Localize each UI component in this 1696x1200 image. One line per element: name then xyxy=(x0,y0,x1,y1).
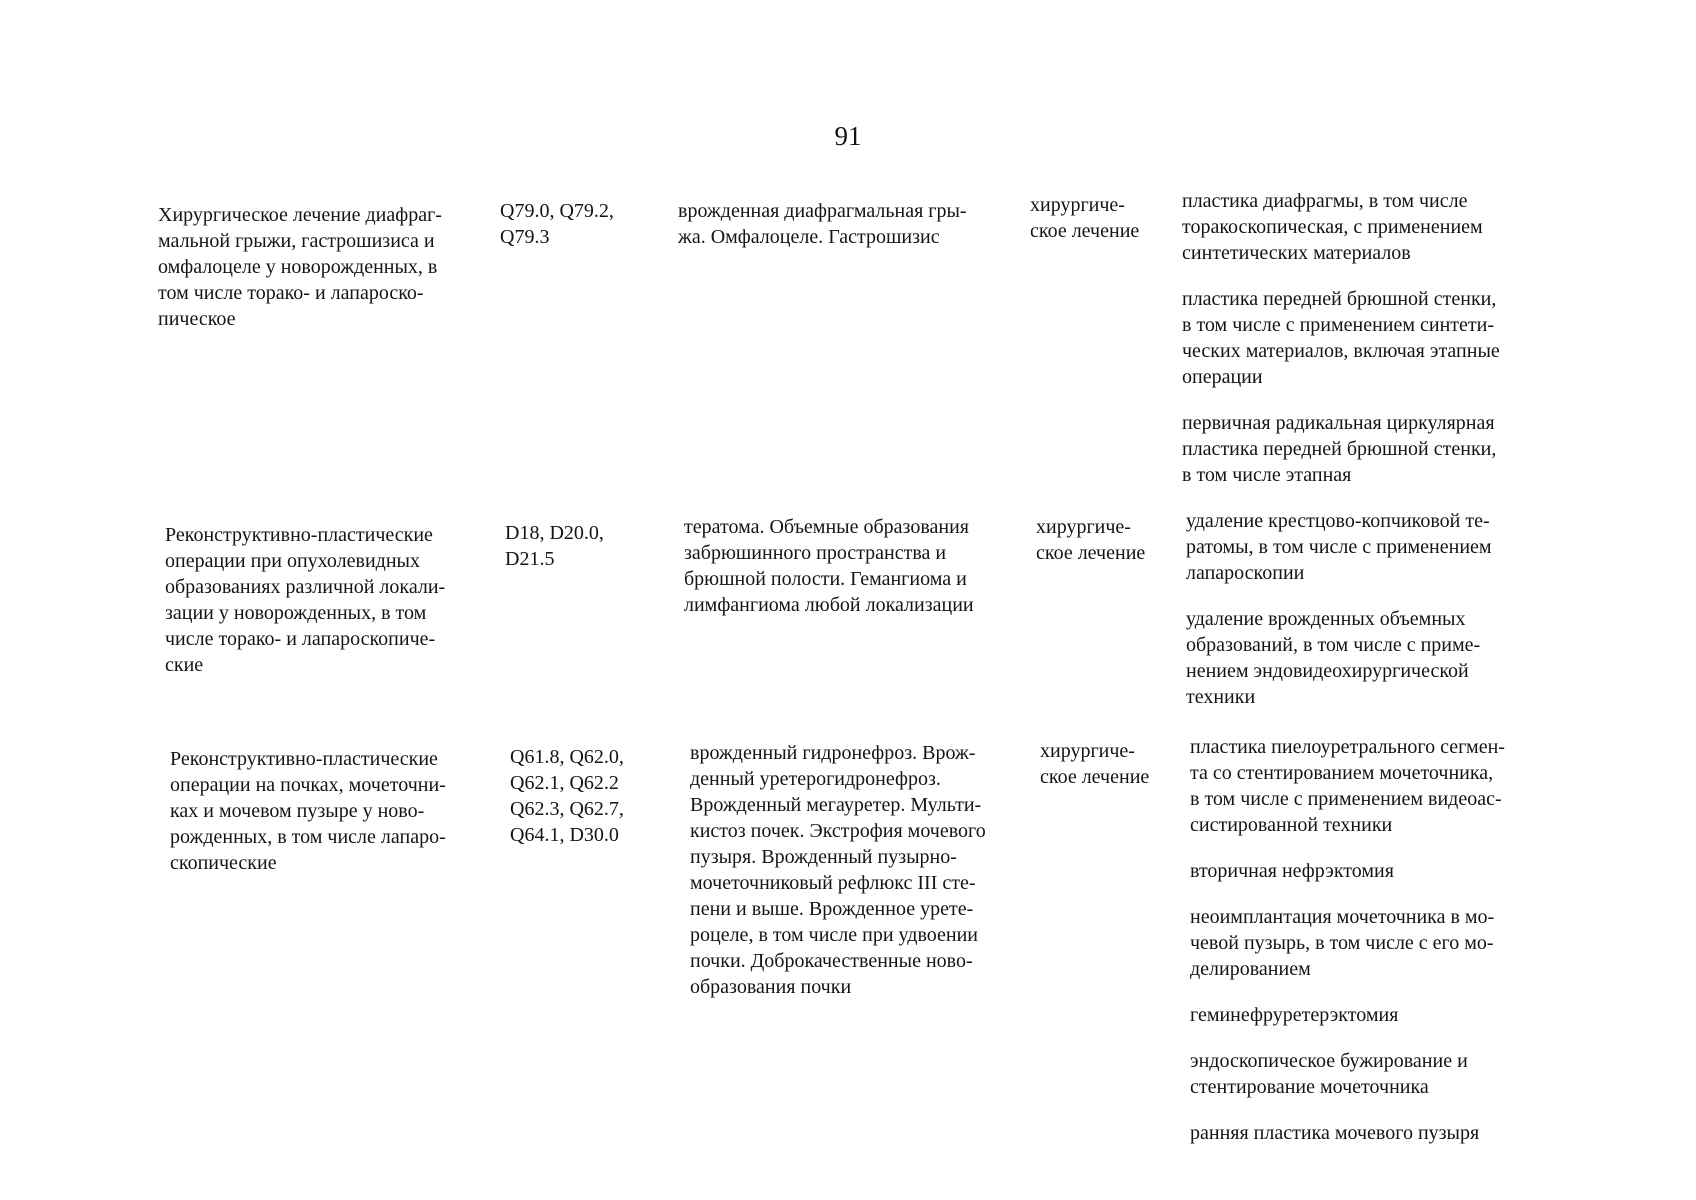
row-1-procedures xyxy=(1182,188,1582,488)
row-2-procedures xyxy=(1186,508,1586,710)
procedure-item: пластика диафрагмы, в том числе торакоскопическая, с применением синтетических материалов xyxy=(1182,190,1483,264)
row-1-codes: Q79.0, Q79.2, Q79.3 xyxy=(500,200,614,248)
procedure-item: первичная радикальная циркулярная пластика передней брюшной стенки, в том числе этапная xyxy=(1182,412,1497,486)
row-1-treatment: хирургиче- ское лечение xyxy=(1030,194,1140,242)
row-3-name: Реконструктивно-пластические операции на почках, мочеточни- ках и мочевом пузыре у ново- рожденных, в том числе лапаро- скопические xyxy=(170,748,446,874)
row-1-name: Хирургическое лечение диафраг- мальной грыжи, гастрошизиса и омфалоцеле у новорожденных, в том числе торако- и лапароско- пическое xyxy=(158,204,442,330)
page-number: 91 xyxy=(834,121,862,151)
procedure-item: геминефруретерэктомия xyxy=(1190,1004,1399,1026)
procedure-item: ранняя пластика мочевого пузыря xyxy=(1190,1122,1480,1144)
procedure-item: удаление крестцово-копчиковой те- ратомы, в том числе с применением лапароскопии xyxy=(1186,510,1492,584)
row-1-diagnosis: врожденная диафрагмальная гры- жа. Омфалоцеле. Гастрошизис xyxy=(678,200,967,248)
row-2-treatment: хирургиче- ское лечение xyxy=(1036,516,1146,564)
row-3-treatment: хирургиче- ское лечение xyxy=(1040,740,1150,788)
row-3-diagnosis: врожденный гидронефроз. Врож- денный уретерогидронефроз. Врожденный мегауретер. Мульти- кистоз почек. Экстрофия мочевого пузыря. Врожденный пузырно- мочеточниковый рефлюкс III сте- пени и выше. Врожденное урете- роцеле, в том числе при удвоении почки. Доброкачественные ново- образования почки xyxy=(690,742,986,998)
row-2-name: Реконструктивно-пластические операции при опухолевидных образованиях различной локали- зации у новорожденных, в том числе торако- и лапароскопиче- ские xyxy=(165,524,446,676)
row-3-procedures xyxy=(1190,734,1590,1146)
procedure-item: эндоскопическое бужирование и стентирование мочеточника xyxy=(1190,1050,1468,1098)
row-3-codes: Q61.8, Q62.0, Q62.1, Q62.2 Q62.3, Q62.7, Q64.1, D30.0 xyxy=(510,746,624,846)
row-2-diagnosis: тератома. Объемные образования забрюшинного пространства и брюшной полости. Гемангиома и лимфангиома любой локализации xyxy=(684,516,974,616)
procedure-item: пластика пиелоуретрального сегмен- та со стентированием мочеточника, в том числе с применением видеоас- систированной техники xyxy=(1190,736,1505,836)
procedure-item: вторичная нефрэктомия xyxy=(1190,860,1394,882)
procedure-item: удаление врожденных объемных образований, в том числе с приме- нением эндовидеохирургической техники xyxy=(1186,608,1481,708)
procedure-item: неоимплантация мочеточника в мо- чевой пузырь, в том числе с его мо- делированием xyxy=(1190,906,1495,980)
procedure-item: пластика передней брюшной стенки, в том числе с применением синтети- ческих материалов, включая этапные операции xyxy=(1182,288,1500,388)
row-2-codes: D18, D20.0, D21.5 xyxy=(505,522,604,570)
